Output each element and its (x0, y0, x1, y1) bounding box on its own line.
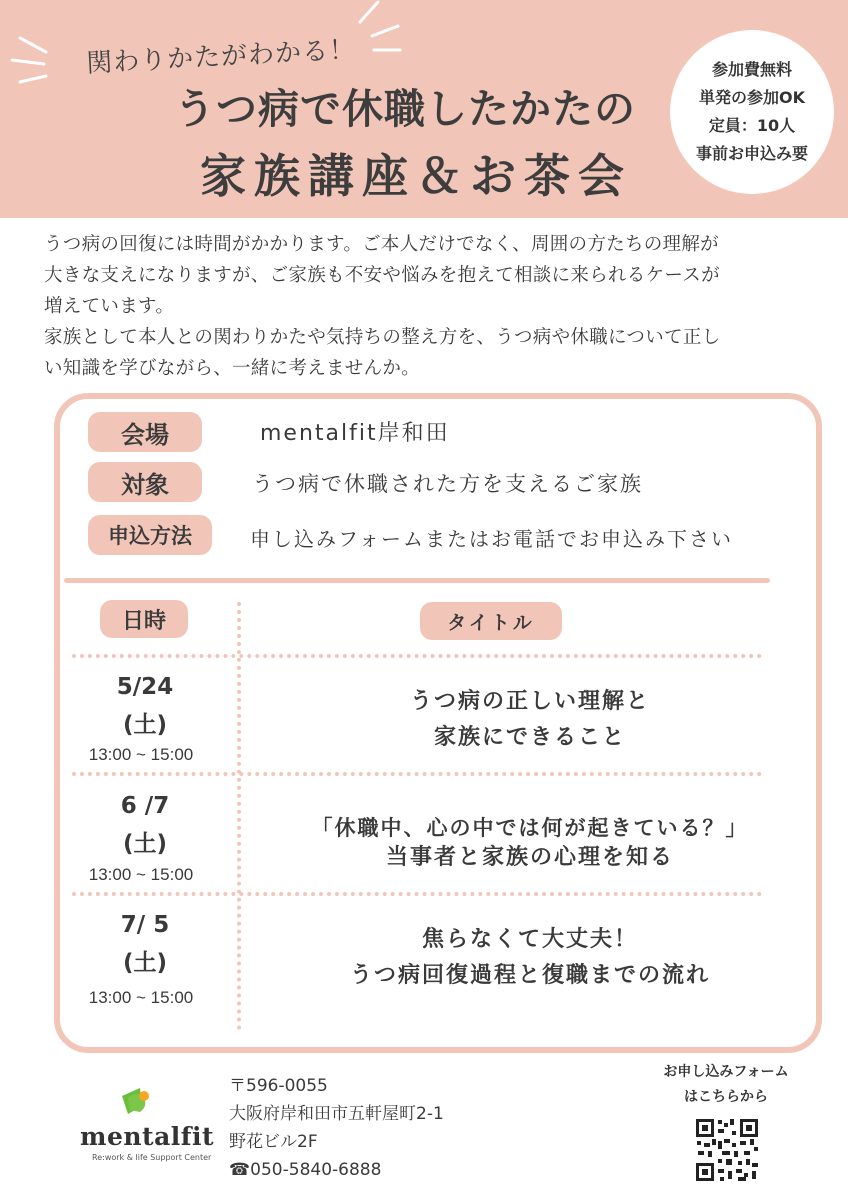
postal-code: 〒596-0055 (229, 1076, 328, 1096)
date-header: 日時 (100, 600, 188, 638)
apply-label: 申込方法 (88, 515, 212, 555)
session-title: うつ病の正しい理解と (409, 689, 650, 714)
title-header: タイトル (420, 602, 562, 640)
session-date: 7/ 5 (120, 912, 170, 938)
session-time: 13:00 ~ 15:00 (88, 745, 194, 764)
session-weekday: (土) (122, 831, 168, 857)
venue-label: 会場 (88, 412, 202, 452)
page-title-line1: うつ病で休職したかたの (174, 85, 636, 133)
target-label: 対象 (88, 462, 202, 502)
badge-capacity: 定員：10人 (708, 116, 796, 135)
section-divider (64, 578, 770, 583)
session-title: 焦らなくて大丈夫！ (421, 927, 638, 952)
session-time: 13:00 ~ 15:00 (88, 865, 194, 884)
session-title: うつ病回復過程と復職までの流れ (349, 963, 710, 988)
session-title: 当事者と家族の心理を知る (385, 845, 674, 870)
badge-single: 単発の参加OK (698, 88, 805, 107)
intro-line: 大きな支えになりますが、ご家族も不安や悩みを抱えて相談に来られるケースが (44, 265, 720, 286)
logo-name: mentalfit (80, 1122, 215, 1151)
intro-line: うつ病の回復には時間がかかります。ご本人だけでなく、周囲の方たちの理解が (44, 234, 719, 255)
row-divider (72, 892, 762, 896)
session-weekday: (土) (122, 712, 168, 738)
qr-code-icon[interactable] (694, 1117, 760, 1183)
intro-line: い知識を学びながら、一緒に考えませんか。 (44, 358, 421, 379)
target-value: うつ病で休職された方を支えるご家族 (252, 472, 643, 496)
venue-value: mentalfit岸和田 (260, 421, 450, 446)
page-title-line2: 家族講座＆お茶会 (200, 149, 632, 203)
info-badge (670, 30, 834, 194)
session-date: 5/24 (116, 674, 174, 700)
phone-number[interactable]: ☎050-5840-6888 (229, 1160, 382, 1180)
address-line: 大阪府岸和田市五軒屋町2-1 (229, 1104, 444, 1124)
session-time: 13:00 ~ 15:00 (88, 988, 194, 1007)
badge-free: 参加費無料 (711, 60, 792, 79)
subtitle: 関わりかたがわかる！ (85, 34, 357, 80)
session-weekday: (土) (122, 950, 168, 976)
logo-tagline: Re:work & life Support Center (92, 1153, 212, 1162)
intro-text (44, 229, 814, 384)
apply-value: 申し込みフォームまたはお電話でお申込み下さい (250, 527, 733, 551)
session-title: 「休職中、心の中では何が起きている？」 (311, 816, 749, 840)
intro-line: 家族として本人との関わりかたや気持ちの整え方を、うつ病や休職について正し (44, 327, 721, 348)
qr-label-line: お申し込みフォーム (663, 1064, 789, 1080)
address-line: 野花ビル2F (229, 1132, 318, 1152)
address-block (229, 1072, 444, 1184)
session-date: 6 /7 (120, 793, 170, 819)
qr-label (636, 1060, 816, 1110)
badge-reservation: 事前お申込み要 (695, 144, 808, 163)
intro-line: 増えています。 (44, 296, 175, 317)
row-divider (72, 772, 762, 776)
row-divider (72, 654, 762, 658)
qr-label-line: はこちらから (684, 1089, 768, 1105)
header-banner (0, 0, 848, 218)
session-title: 家族にできること (433, 725, 626, 750)
